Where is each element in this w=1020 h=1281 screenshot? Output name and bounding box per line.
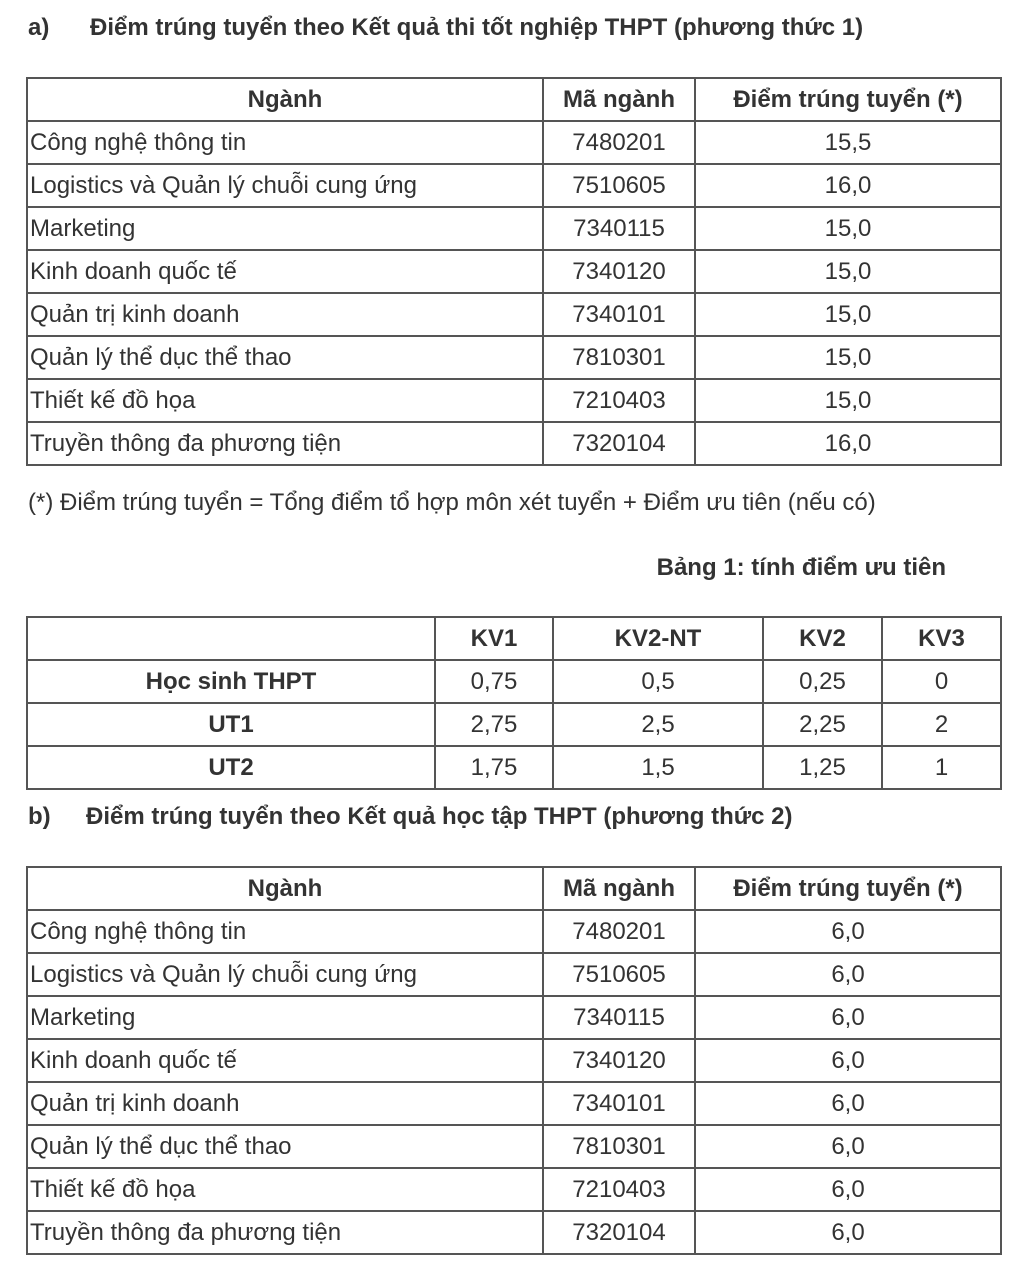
- table-header-row: [27, 78, 1001, 121]
- table-row: [27, 207, 1001, 250]
- table-row: [27, 164, 1001, 207]
- cell-code: 7480201: [543, 910, 695, 953]
- column-header-score: Điểm trúng tuyển (*): [695, 78, 1001, 121]
- cell-code: 7320104: [543, 422, 695, 465]
- cell-code: 7510605: [543, 953, 695, 996]
- cell-score: 16,0: [695, 422, 1001, 465]
- cell-major: Công nghệ thông tin: [27, 910, 543, 953]
- table-row: [27, 660, 1001, 703]
- cell-value: 1,25: [763, 746, 882, 789]
- cell-value: 0: [882, 660, 1001, 703]
- cell-code: 7810301: [543, 1125, 695, 1168]
- section-b-letter: b): [28, 803, 51, 830]
- cell-code: 7320104: [543, 1211, 695, 1254]
- row-label: UT1: [27, 703, 435, 746]
- cell-score: 6,0: [695, 1125, 1001, 1168]
- cell-score: 6,0: [695, 1039, 1001, 1082]
- cell-value: 1,75: [435, 746, 553, 789]
- cell-major: Quản trị kinh doanh: [27, 1082, 543, 1125]
- cell-value: 2: [882, 703, 1001, 746]
- table-row: [27, 422, 1001, 465]
- cell-value: 0,25: [763, 660, 882, 703]
- table-row: [27, 746, 1001, 789]
- cell-major: Truyền thông đa phương tiện: [27, 1211, 543, 1254]
- priority-table-title: Bảng 1: tính điểm ưu tiên: [656, 554, 946, 581]
- cell-score: 6,0: [695, 1168, 1001, 1211]
- cell-major: Quản lý thể dục thể thao: [27, 336, 543, 379]
- table-row: [27, 1125, 1001, 1168]
- cell-score: 15,0: [695, 336, 1001, 379]
- cell-score: 16,0: [695, 164, 1001, 207]
- column-header-kv3: KV3: [882, 617, 1001, 660]
- cell-major: Logistics và Quản lý chuỗi cung ứng: [27, 953, 543, 996]
- cell-value: 1: [882, 746, 1001, 789]
- cell-code: 7340120: [543, 250, 695, 293]
- cell-major: Logistics và Quản lý chuỗi cung ứng: [27, 164, 543, 207]
- cell-major: Kinh doanh quốc tế: [27, 250, 543, 293]
- section-b-heading: [28, 803, 792, 831]
- cell-score: 15,0: [695, 250, 1001, 293]
- table-row: [27, 953, 1001, 996]
- table-row: [27, 1211, 1001, 1254]
- cell-code: 7480201: [543, 121, 695, 164]
- section-a-heading: [28, 14, 863, 42]
- priority-points-table: [26, 616, 1002, 790]
- cell-score: 6,0: [695, 996, 1001, 1039]
- cell-major: Truyền thông đa phương tiện: [27, 422, 543, 465]
- section-a-letter: a): [28, 14, 50, 41]
- cell-code: 7510605: [543, 164, 695, 207]
- column-header-kv2-nt: KV2-NT: [553, 617, 763, 660]
- table-row: [27, 1082, 1001, 1125]
- score-footnote: (*) Điểm trúng tuyển = Tổng điểm tổ hợp môn xét tuyển + Điểm ưu tiên (nếu có): [28, 489, 876, 516]
- cell-code: 7340120: [543, 1039, 695, 1082]
- cell-value: 0,75: [435, 660, 553, 703]
- cell-code: 7340115: [543, 207, 695, 250]
- cell-major: Thiết kế đồ họa: [27, 379, 543, 422]
- cell-score: 6,0: [695, 1082, 1001, 1125]
- admission-scores-table-method-2: [26, 866, 1002, 1255]
- column-header-code: Mã ngành: [543, 78, 695, 121]
- admission-scores-table-method-1: [26, 77, 1002, 466]
- cell-major: Quản trị kinh doanh: [27, 293, 543, 336]
- table-row: [27, 250, 1001, 293]
- cell-major: Marketing: [27, 996, 543, 1039]
- cell-code: 7210403: [543, 1168, 695, 1211]
- table-row: [27, 293, 1001, 336]
- cell-major: Marketing: [27, 207, 543, 250]
- cell-score: 15,5: [695, 121, 1001, 164]
- cell-major: Công nghệ thông tin: [27, 121, 543, 164]
- column-header-empty: [27, 617, 435, 660]
- table-header-row: [27, 867, 1001, 910]
- table-row: [27, 379, 1001, 422]
- cell-major: Kinh doanh quốc tế: [27, 1039, 543, 1082]
- column-header-code: Mã ngành: [543, 867, 695, 910]
- cell-code: 7340101: [543, 1082, 695, 1125]
- cell-value: 0,5: [553, 660, 763, 703]
- cell-value: 1,5: [553, 746, 763, 789]
- cell-score: 15,0: [695, 207, 1001, 250]
- cell-code: 7340101: [543, 293, 695, 336]
- table-header-row: [27, 617, 1001, 660]
- cell-value: 2,75: [435, 703, 553, 746]
- section-b-title: Điểm trúng tuyển theo Kết quả học tập THPT (phương thức 2): [86, 803, 793, 830]
- table-row: [27, 703, 1001, 746]
- row-label: UT2: [27, 746, 435, 789]
- cell-score: 15,0: [695, 293, 1001, 336]
- table-row: [27, 996, 1001, 1039]
- row-label: Học sinh THPT: [27, 660, 435, 703]
- table-row: [27, 121, 1001, 164]
- section-a-title: Điểm trúng tuyển theo Kết quả thi tốt nghiệp THPT (phương thức 1): [90, 14, 864, 41]
- column-header-kv1: KV1: [435, 617, 553, 660]
- cell-value: 2,5: [553, 703, 763, 746]
- column-header-score: Điểm trúng tuyển (*): [695, 867, 1001, 910]
- table-row: [27, 910, 1001, 953]
- cell-major: Thiết kế đồ họa: [27, 1168, 543, 1211]
- column-header-kv2: KV2: [763, 617, 882, 660]
- table-row: [27, 336, 1001, 379]
- cell-code: 7340115: [543, 996, 695, 1039]
- column-header-major: Ngành: [27, 78, 543, 121]
- cell-code: 7810301: [543, 336, 695, 379]
- table-row: [27, 1039, 1001, 1082]
- cell-score: 6,0: [695, 953, 1001, 996]
- cell-value: 2,25: [763, 703, 882, 746]
- cell-score: 15,0: [695, 379, 1001, 422]
- column-header-major: Ngành: [27, 867, 543, 910]
- table-row: [27, 1168, 1001, 1211]
- cell-score: 6,0: [695, 910, 1001, 953]
- cell-score: 6,0: [695, 1211, 1001, 1254]
- cell-major: Quản lý thể dục thể thao: [27, 1125, 543, 1168]
- cell-code: 7210403: [543, 379, 695, 422]
